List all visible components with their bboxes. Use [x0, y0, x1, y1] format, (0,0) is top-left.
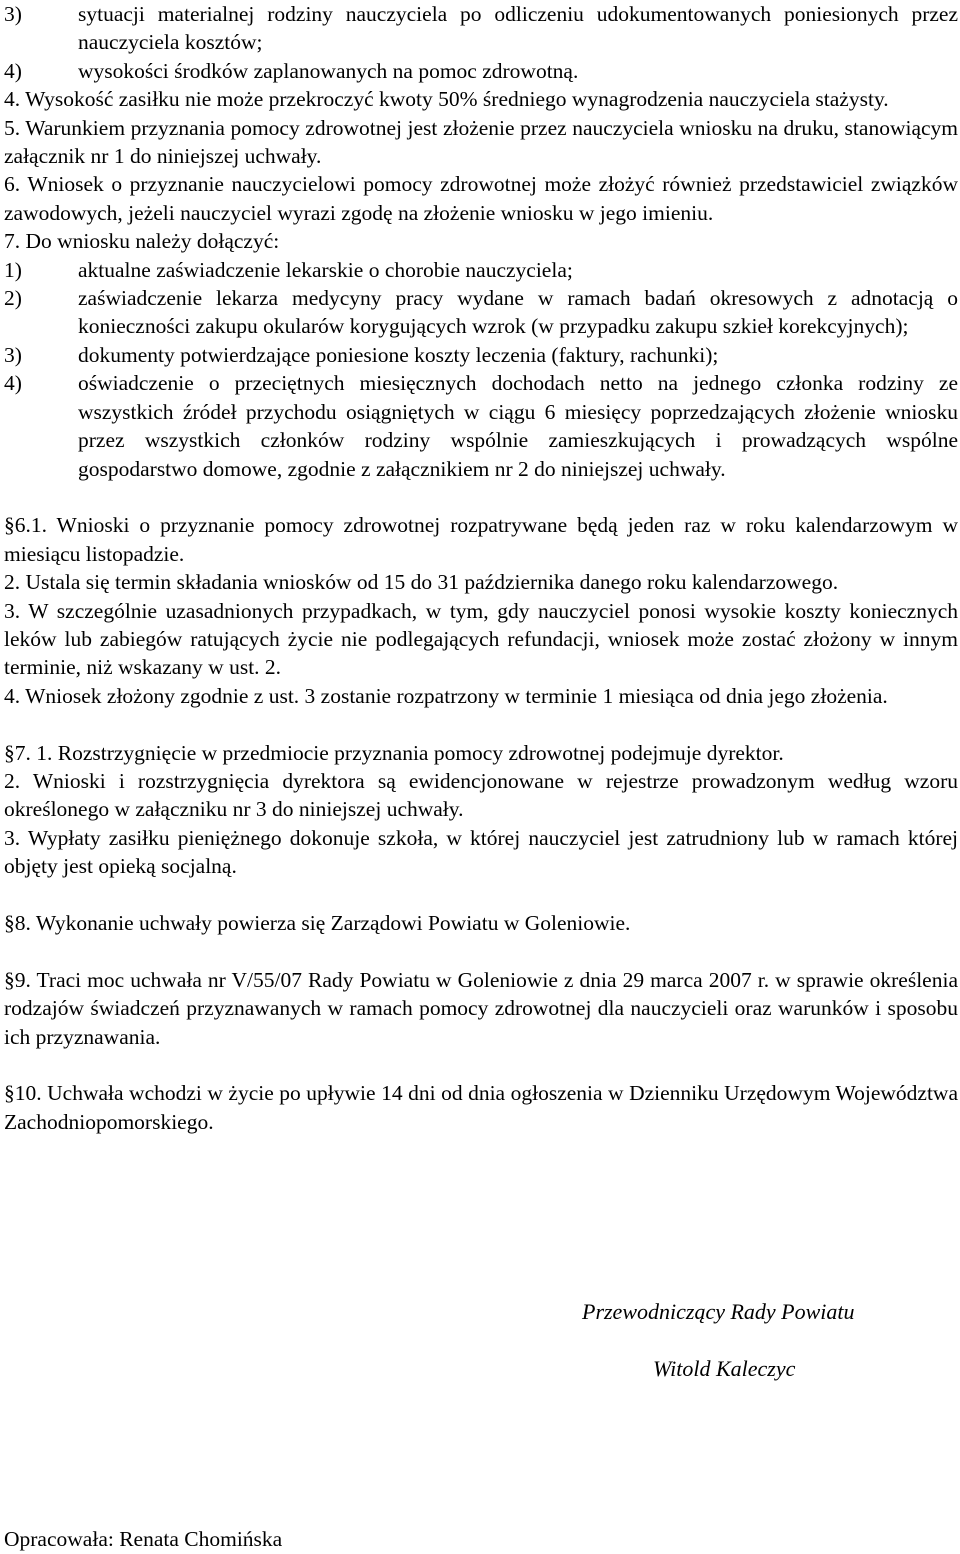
list-item-text: wysokości środków zaplanowanych na pomoc zdrowotną. — [78, 58, 579, 83]
section-6-2: 2. Ustala się termin składania wniosków od 15 do 31 października danego roku kalendarzowego. — [4, 570, 839, 595]
list-item-text: oświadczenie o przeciętnych miesięcznych dochodach netto na jednego członka rodziny ze wszystkich źródeł przychodu osiągniętych w ciągu 6 miesięcy poprzedzających złożenie wniosku przez wszystkich członków rodziny wspólnie zamieszkujących i prowadzących wspólne gospodarstwo domowe, zgodnie z załącznikiem nr 2 do niniejszej uchwały. — [78, 371, 958, 481]
document-body — [4, 0, 958, 1136]
paragraph-7: 7. Do wniosku należy dołączyć: — [4, 229, 280, 254]
section-6-4: 4. Wniosek złożony zgodnie z ust. 3 zostanie rozpatrzony w terminie 1 miesiąca od dnia jego złożenia. — [4, 683, 888, 708]
list-marker: 1) — [4, 257, 22, 282]
paragraph-4: 4. Wysokość zasiłku nie może przekroczyć kwoty 50% średniego wynagrodzenia nauczyciela stażysty. — [4, 87, 889, 112]
list-item — [4, 369, 958, 483]
spacer — [4, 937, 958, 965]
list-item — [4, 284, 958, 341]
spacer — [4, 1051, 958, 1079]
section-7-2: 2. Wnioski i rozstrzygnięcia dyrektora są ewidencjonowane w rejestrze prowadzonym według wzoru określonego w załączniku nr 3 do niniejszej uchwały. — [4, 768, 958, 822]
list-marker: 2) — [4, 286, 22, 311]
section-8: §8. Wykonanie uchwały powierza się Zarządowi Powiatu w Goleniowie. — [4, 910, 631, 935]
list-item — [4, 57, 958, 85]
list-marker: 4) — [4, 371, 22, 396]
list-marker: 3) — [4, 342, 22, 367]
paragraph-6: 6. Wniosek o przyznanie nauczycielowi pomocy zdrowotnej może złożyć również przedstawiciel związków zawodowych, jeżeli nauczyciel wyrazi zgodę na złożenie wniosku w jego imieniu. — [4, 172, 958, 225]
list-item-text: sytuacji materialnej rodziny nauczyciela po odliczeniu udokumentowanych poniesionych przez nauczyciela kosztów; — [78, 2, 958, 55]
list-item — [4, 341, 958, 369]
list-marker: 3) — [4, 2, 22, 26]
spacer — [4, 483, 958, 511]
list-item — [4, 256, 958, 284]
spacer — [4, 710, 958, 738]
section-9: §9. Traci moc uchwała nr V/55/07 Rady Powiatu w Goleniowie z dnia 29 marca 2007 r. w sprawie określenia rodzajów świadczeń przyznawanych w ramach pomocy zdrowotnej dla nauczycieli oraz warunków i sposobu ich przyznawania. — [4, 967, 958, 1049]
list-marker: 4) — [4, 58, 22, 83]
section-10: §10. Uchwała wchodzi w życie po upływie 14 dni od dnia ogłoszenia w Dzienniku Urzędowym Województwa Zachodniopomorskiego. — [4, 1081, 958, 1134]
list-item — [4, 0, 958, 57]
section-7-3: 3. Wypłaty zasiłku pieniężnego dokonuje szkoła, w której nauczyciel jest zatrudniony lub w ramach której objęty jest opieką socjalną. — [4, 825, 958, 879]
section-6-1: §6.1. Wnioski o przyznanie pomocy zdrowotnej rozpatrywane będą jeden raz w roku kalendarzowym w miesiącu listopadzie. — [4, 513, 958, 566]
list-item-text: aktualne zaświadczenie lekarskie o chorobie nauczyciela; — [78, 257, 573, 282]
section-7-1: §7. 1. Rozstrzygnięcie w przedmiocie przyznania pomocy zdrowotnej podejmuje dyrektor. — [4, 740, 784, 765]
paragraph-5: 5. Warunkiem przyznania pomocy zdrowotnej jest złożenie przez nauczyciela wniosku na druku, stanowiącym załącznik nr 1 do niniejszej uchwały. — [4, 115, 958, 169]
signature-name: Witold Kaleczyc — [653, 1356, 796, 1381]
list-item-text: dokumenty potwierdzające poniesione koszty leczenia (faktury, rachunki); — [78, 342, 719, 367]
signature-title: Przewodniczący Rady Powiatu — [582, 1299, 855, 1324]
list-item-text: zaświadczenie lekarza medycyny pracy wydane w ramach badań okresowych z adnotacją o konieczności zakupu okularów korygujących wzrok (w przypadku zakupu szkieł korekcyjnych); — [78, 286, 958, 339]
section-6-3: 3. W szczególnie uzasadnionych przypadkach, w tym, gdy nauczyciel ponosi wysokie koszty koniecznych leków lub zabiegów ratujących życie nie podlegających refundacji, wniosek może zostać złożony w innym terminie, niż wskazany w ust. 2. — [4, 598, 958, 680]
footer-author: Opracowała: Renata Chomińska — [4, 1527, 283, 1551]
spacer — [4, 881, 958, 909]
